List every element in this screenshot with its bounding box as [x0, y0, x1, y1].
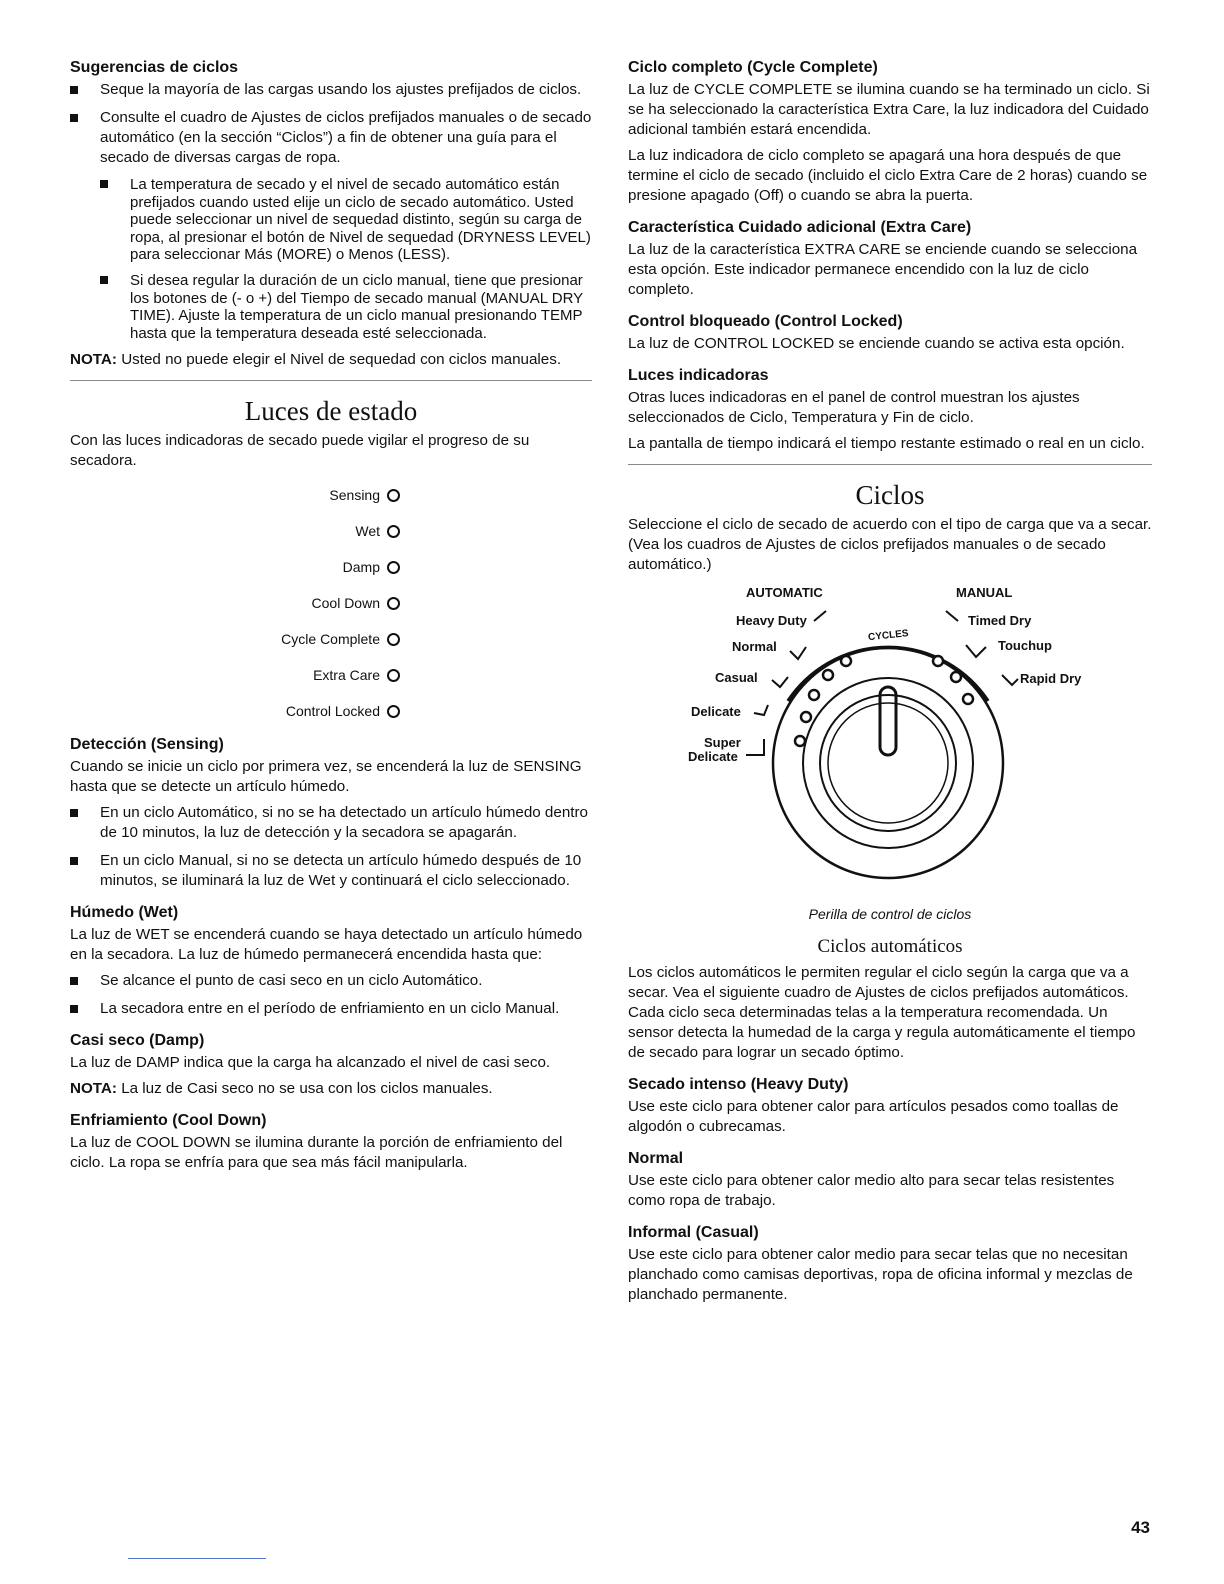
indicator-circle-icon — [387, 669, 400, 682]
knob-caption: Perilla de control de ciclos — [808, 906, 972, 922]
humedo-section — [70, 903, 592, 1019]
ciclo-completo-title: Ciclo completo (Cycle Complete) — [628, 59, 878, 76]
normal-section — [628, 1149, 1152, 1211]
leader-line — [790, 647, 806, 659]
heavy-duty-label: Heavy Duty — [736, 613, 807, 628]
indicator-circle-icon — [387, 525, 400, 538]
cycle-knob-svg — [628, 583, 1152, 901]
leader-line — [946, 611, 958, 621]
light-cycle-complete — [70, 621, 400, 657]
leader-line — [754, 705, 768, 715]
ciclo-completo-p1: La luz de CYCLE COMPLETE se ilumina cuando se ha terminado un ciclo. Si se ha seleccionado la característica Extra Care, la luz indicadora del Cuidado adicional también estará encendida. — [628, 81, 1150, 138]
enfriamiento-section — [70, 1111, 592, 1173]
cycles-label: CYCLES — [867, 628, 910, 644]
position-dot-icon — [801, 712, 811, 722]
informal-section — [628, 1223, 1152, 1305]
secado-intenso-title: Secado intenso (Heavy Duty) — [628, 1076, 849, 1093]
list-item: En un ciclo Automático, si no se ha detectado un artículo húmedo dentro de 10 minutos, la luz de detección y la secadora se apagarán. — [70, 803, 592, 843]
ciclos-heading: Ciclos — [855, 480, 925, 510]
delicate-label: Delicate — [691, 704, 741, 719]
position-dot-icon — [809, 690, 819, 700]
casual-label: Casual — [715, 670, 758, 685]
super-delicate-label: Delicate — [688, 749, 738, 764]
normal-title: Normal — [628, 1150, 684, 1167]
position-dot-icon — [841, 656, 851, 666]
list-item: Consulte el cuadro de Ajustes de ciclos prefijados manuales o de secado automático (en la sección “Ciclos”) a fin de obtener una guía para el secado de diversas cargas de ropa. — [70, 108, 592, 168]
light-label: Extra Care — [313, 667, 380, 684]
ciclos-automaticos-section — [628, 935, 1152, 1063]
nota-text: La luz de Casi seco no se usa con los ciclos manuales. — [116, 1080, 493, 1098]
sugerencias-nota — [70, 350, 592, 370]
extra-care-section — [628, 218, 1152, 300]
informal-text: Use este ciclo para obtener calor medio para secar telas que no necesitan planchado como camisas deportivas, ropa de oficina informal y mezclas de planchado permanente. — [628, 1246, 1133, 1303]
list-item: Si desea regular la duración de un ciclo manual, tiene que presionar los botones de (- o +) del Tiempo de secado manual (MANUAL DRY TIME). Ajuste la temperatura de un ciclo manual presionando TEMP hasta que la temperatura deseada esté seleccionada. — [100, 272, 592, 342]
position-dot-icon — [963, 694, 973, 704]
section-divider — [70, 380, 592, 381]
luces-indicadoras-p2: La pantalla de tiempo indicará el tiempo restante estimado o real en un ciclo. — [628, 435, 1145, 452]
normal-label: Normal — [732, 639, 777, 654]
luces-intro: Con las luces indicadoras de secado puede vigilar el progreso de su secadora. — [70, 432, 530, 470]
indicator-circle-icon — [387, 489, 400, 502]
light-damp — [70, 549, 400, 585]
light-label: Control Locked — [285, 703, 380, 720]
luces-indicadoras-title: Luces indicadoras — [628, 367, 769, 384]
light-label: Sensing — [329, 487, 380, 504]
casi-seco-text: La luz de DAMP indica que la carga ha alcanzado el nivel de casi seco. — [70, 1054, 551, 1072]
dial-outer-ring — [773, 648, 1003, 878]
deteccion-title: Detección (Sensing) — [70, 736, 224, 754]
extra-care-text: La luz de la característica EXTRA CARE se enciende cuando se selecciona esta opción. Este indicador permanece encendido con la luz de ciclo completo. — [628, 241, 1138, 298]
position-dot-icon — [795, 736, 805, 746]
automatic-label: AUTOMATIC — [746, 585, 823, 600]
ciclos-automaticos-text: Los ciclos automáticos le permiten regular el ciclo según la carga que va a secar. Vea el siguiente cuadro de Ajustes de ciclos prefijados automáticos. Cada ciclo seca determinadas telas a la temperatura recomendada. Un sensor detecta la humedad de la carga y regula automáticamente el tiempo de secado para lograr un secado óptimo. — [628, 964, 1136, 1061]
humedo-title: Húmedo (Wet) — [70, 904, 179, 922]
list-item: En un ciclo Manual, si no se detecta un artículo húmedo después de 10 minutos, se iluminará la luz de Wet y continuará el ciclo seleccionado. — [70, 851, 592, 891]
right-column — [628, 58, 1152, 1311]
enfriamiento-title: Enfriamiento (Cool Down) — [70, 1112, 267, 1130]
luces-indicadoras-section — [628, 366, 1152, 454]
list-item: Seque la mayoría de las cargas usando los ajustes prefijados de ciclos. — [70, 80, 592, 100]
footer-line — [128, 1558, 266, 1559]
position-dot-icon — [951, 672, 961, 682]
control-locked-title: Control bloqueado (Control Locked) — [628, 313, 903, 330]
position-dot-icon — [933, 656, 943, 666]
enfriamiento-text: La luz de COOL DOWN se ilumina durante la porción de enfriamiento del ciclo. La ropa se enfría para que sea más fácil manipularla. — [70, 1134, 563, 1172]
light-label: Cool Down — [311, 595, 380, 612]
casi-seco-nota — [70, 1079, 592, 1099]
manual-label: MANUAL — [956, 585, 1013, 600]
secado-intenso-text: Use este ciclo para obtener calor para artículos pesados como toallas de algodón o cubrecamas. — [628, 1098, 1119, 1135]
leader-line — [1002, 675, 1018, 685]
status-lights — [70, 477, 400, 729]
list-item: La temperatura de secado y el nivel de secado automático están prefijados cuando usted elije un ciclo de secado automático. Usted puede seleccionar un nivel de sequedad distinto, según su carga de ropa, al presionar el botón de Nivel de sequedad (DRYNESS LEVEL) para seleccionar Más (MORE) o Menos (LESS). — [100, 176, 592, 264]
touchup-label: Touchup — [998, 638, 1052, 653]
rapid-dry-label: Rapid Dry — [1020, 671, 1082, 686]
casi-seco-section — [70, 1031, 592, 1099]
light-label: Wet — [355, 523, 380, 540]
indicator-circle-icon — [387, 597, 400, 610]
list-item: Se alcance el punto de casi seco en un ciclo Automático. — [70, 971, 592, 991]
deteccion-list — [70, 803, 592, 891]
list-item: La secadora entre en el período de enfriamiento en un ciclo Manual. — [70, 999, 592, 1019]
light-sensing — [70, 477, 400, 513]
casi-seco-title: Casi seco (Damp) — [70, 1032, 205, 1050]
normal-text: Use este ciclo para obtener calor medio alto para secar telas resistentes como ropa de trabajo. — [628, 1172, 1115, 1209]
left-column — [70, 58, 592, 1179]
page-number: 43 — [1131, 1518, 1150, 1537]
knob-pointer — [880, 687, 896, 755]
humedo-text: La luz de WET se encenderá cuando se haya detectado un artículo húmedo en la secadora. La luz de húmedo permanecerá encendida hasta que: — [70, 926, 583, 964]
leader-line — [814, 611, 826, 621]
control-locked-text: La luz de CONTROL LOCKED se enciende cuando se activa esta opción. — [628, 335, 1125, 352]
indicator-circle-icon — [387, 633, 400, 646]
extra-care-title: Característica Cuidado adicional (Extra Care) — [628, 219, 972, 236]
nota-text: Usted no puede elegir el Nivel de sequedad con ciclos manuales. — [116, 351, 562, 369]
ciclo-completo-p2: La luz indicadora de ciclo completo se apagará una hora después de que termine el ciclo de secado (incluido el ciclo Extra Care de 2 horas) cuando se presione apagado (Off) o cuando se abra la puerta. — [628, 147, 1148, 204]
nota-label: NOTA: — [70, 1080, 117, 1098]
indicator-circle-icon — [387, 705, 400, 718]
sugerencias-title: Sugerencias de ciclos — [70, 59, 239, 76]
light-wet — [70, 513, 400, 549]
light-extra-care — [70, 657, 400, 693]
knob-body — [820, 695, 956, 831]
sugerencias-sublist — [100, 176, 592, 342]
cycle-knob-diagram — [628, 583, 1152, 901]
ciclos-intro: Seleccione el ciclo de secado de acuerdo con el tipo de carga que va a secar. (Vea los cuadros de Ajustes de ciclos prefijados manuales o de secado automático.) — [628, 516, 1152, 573]
position-dot-icon — [823, 670, 833, 680]
leader-line — [746, 739, 764, 755]
timed-dry-label: Timed Dry — [968, 613, 1032, 628]
sugerencias-list — [70, 80, 592, 168]
luces-indicadoras-p1: Otras luces indicadoras en el panel de control muestran los ajustes seleccionados de Ciclo, Temperatura y Fin de ciclo. — [628, 389, 1080, 426]
ciclos-automaticos-heading: Ciclos automáticos — [817, 936, 963, 957]
leader-line — [966, 645, 986, 657]
control-locked-section — [628, 312, 1152, 354]
humedo-list — [70, 971, 592, 1019]
light-control-locked — [70, 693, 400, 729]
nota-label: NOTA: — [70, 351, 117, 369]
leader-line — [772, 677, 788, 687]
secado-intenso-section — [628, 1075, 1152, 1137]
super-label: Super — [704, 735, 741, 750]
luces-heading: Luces de estado — [244, 396, 418, 427]
light-label: Damp — [342, 559, 380, 576]
light-label: Cycle Complete — [281, 631, 380, 648]
deteccion-text: Cuando se inicie un ciclo por primera vez, se encenderá la luz de SENSING hasta que se detecte un artículo húmedo. — [70, 758, 582, 796]
light-cool-down — [70, 585, 400, 621]
indicator-circle-icon — [387, 561, 400, 574]
knob-face — [828, 703, 948, 823]
informal-title: Informal (Casual) — [628, 1224, 759, 1241]
section-divider — [628, 464, 1152, 465]
